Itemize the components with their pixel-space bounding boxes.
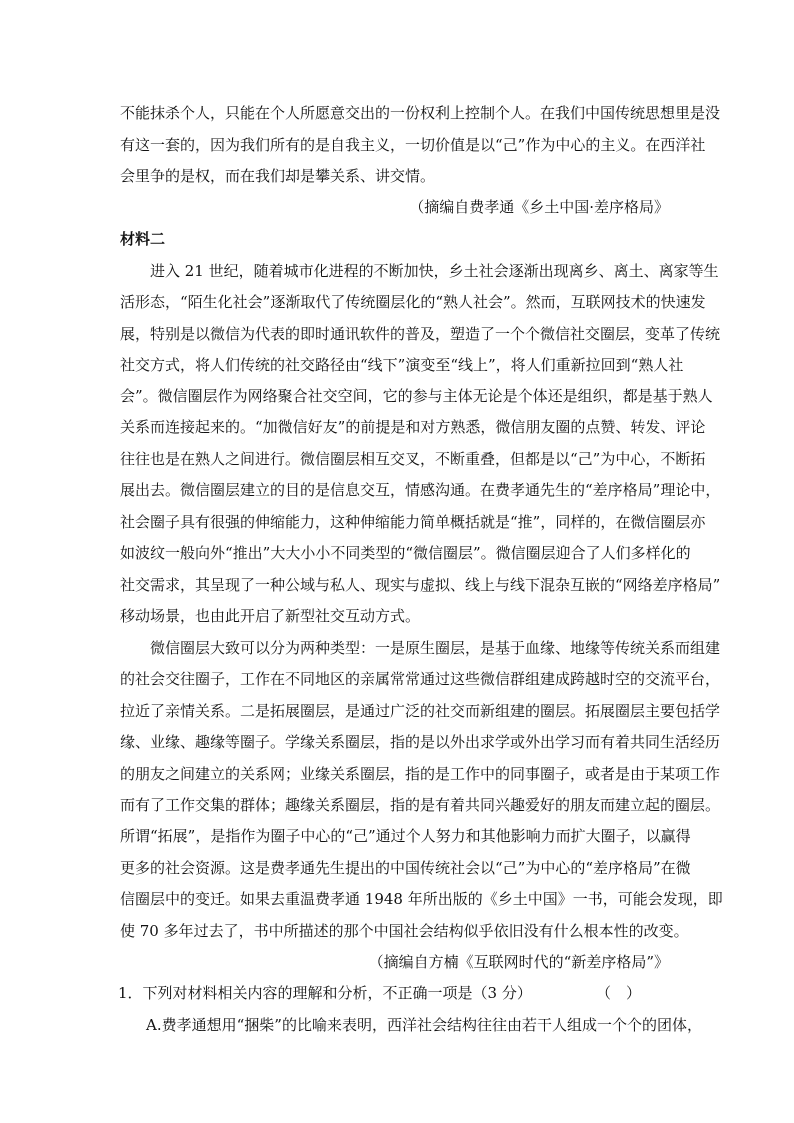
text-line: 进入 21 世纪，随着城市化进程的不断加快，乡土社会逐渐出现离乡、离土、离家等生	[150, 262, 719, 280]
text-line: 不能抹杀个人，只能在个人所愿意交出的一份权利上控制个人。在我们中国传统思想里是没	[120, 104, 721, 122]
text-line: 展出去。微信圈层建立的目的是信息交互，情感沟通。在费孝通先生的“差序格局”理论中，	[120, 481, 721, 499]
text-line: 的社会交往圈子，工作在不同地区的亲属常常通过这些微信群组建成跨越时空的交流平台，	[120, 670, 721, 688]
text-line: 社交需求，其呈现了一种公域与私人、现实与虚拟、线上与线下混杂互嵌的“网络差序格局”	[120, 576, 721, 594]
text-line: 使 70 多年过去了，书中所描述的那个中国社会结构似乎依旧没有什么根本性的改变。	[120, 922, 689, 940]
text-line: 社会圈子具有很强的伸缩能力，这种伸缩能力简单概括就是“推”，同样的，在微信圈层亦	[120, 513, 706, 531]
question-stem: 1．下列对材料相关内容的理解和分析，不正确一项是（3 分）	[118, 984, 532, 1002]
text-line: 缘、业缘、趣缘等圈子。学缘关系圈层，指的是以外出求学或外出学习而有着共同生活经历	[120, 733, 721, 751]
section-heading: 材料二	[120, 230, 166, 248]
text-line: 会里争的是权，而在我们却是攀关系、讲交情。	[120, 167, 436, 185]
text-line: 拉近了亲情关系。二是拓展圈层，是通过广泛的社交而新组建的圈层。拓展圈层主要包括学	[120, 702, 721, 720]
text-line: 展，特别是以微信为代表的即时通讯软件的普及，塑造了一个个微信社交圈层，变革了传统	[120, 325, 721, 343]
question-option-a: A.费孝通想用“捆柴”的比喻来表明，西洋社会结构往往由若干人组成一个个的团体，	[146, 1016, 702, 1034]
text-line: 会”。微信圈层作为网络聚合社交空间，它的参与主体无论是个体还是组织，都是基于熟人	[120, 387, 713, 405]
text-line: 社交方式，将人们传统的社交路径由“线下”演变至“线上”，将人们重新拉回到“熟人社	[120, 356, 684, 374]
text-line: 所谓“拓展”，是指作为圈子中心的“己”通过个人努力和其他影响力而扩大圈子，以赢得	[120, 827, 691, 845]
text-line: 更多的社会资源。这是费孝通先生提出的中国传统社会以“己”为中心的“差序格局”在微	[120, 859, 691, 877]
text-line: 关系而连接起来的。“加微信好友”的前提是和对方熟悉，微信朋友圈的点赞、转发、评论	[120, 418, 706, 436]
source-citation: （摘编自方楠《互联网时代的“新差序格局”》	[368, 953, 669, 971]
text-line: 的朋友之间建立的关系网；业缘关系圈层，指的是工作中的同事圈子，或者是由于某项工作	[120, 765, 721, 783]
answer-blank: （ ）	[596, 984, 642, 1002]
text-line: 微信圈层大致可以分为两种类型：一是原生圈层，是基于血缘、地缘等传统关系而组建	[150, 639, 721, 657]
text-line: 信圈层中的变迁。如果去重温费孝通 1948 年所出版的《乡土中国》一书，可能会发现，即	[120, 890, 723, 908]
text-line: 有这一套的，因为我们所有的是自我主义，一切价值是以“己”作为中心的主义。在西洋社	[120, 136, 706, 154]
text-line: 移动场景，也由此开启了新型社交互动方式。	[120, 607, 421, 625]
text-line: 往往也是在熟人之间进行。微信圈层相互交叉，不断重叠，但都是以“己”为中心，不断拓	[120, 450, 706, 468]
text-line: 如波纹一般向外“推出”大大小小不同类型的“微信圈层”。微信圈层迎合了人们多样化的	[120, 544, 691, 562]
text-line: 活形态，“陌生化社会”逐渐取代了传统圈层化的“熟人社会”。然而，互联网技术的快速发	[120, 293, 706, 311]
text-line: 而有了工作交集的群体；趣缘关系圈层，指的是有着共同兴趣爱好的朋友而建立起的圈层。	[120, 796, 721, 814]
source-citation: （摘编自费孝通《乡土中国·差序格局》	[409, 198, 669, 216]
